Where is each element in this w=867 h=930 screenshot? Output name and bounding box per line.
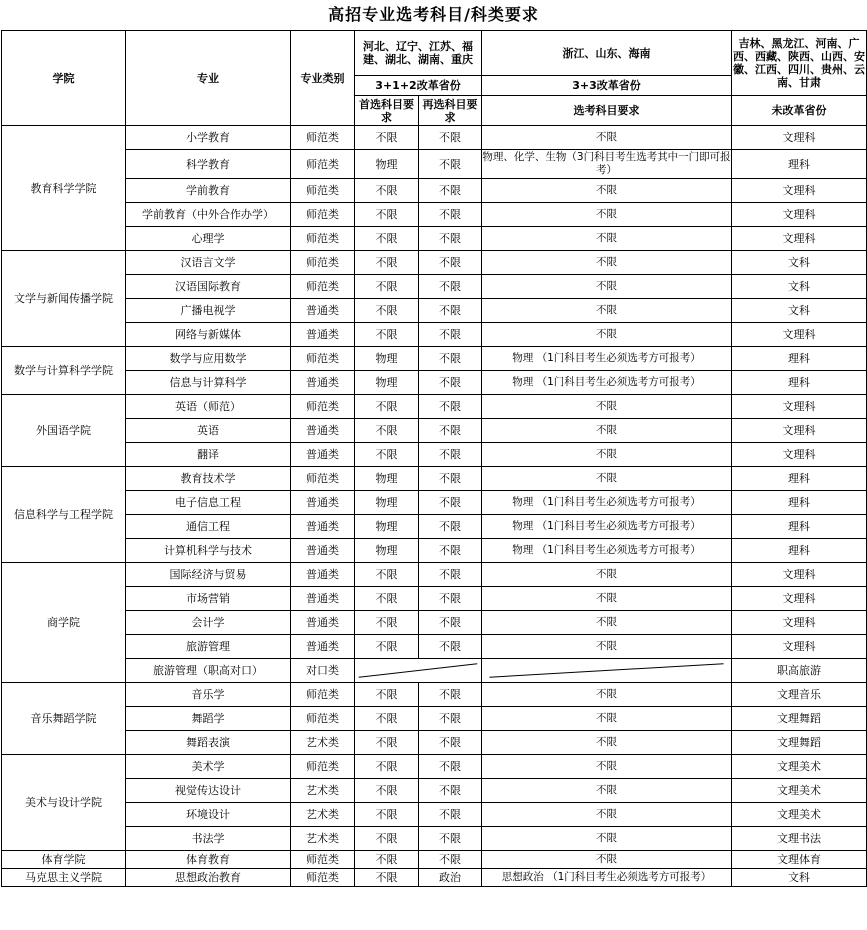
major-cell: 汉语国际教育 [126,275,291,299]
elective-req-cell: 不限 [482,827,732,851]
second-subject-cell: 不限 [419,779,482,803]
elective-req-cell: 不限 [482,707,732,731]
non-reform-cell: 文理音乐 [732,683,867,707]
second-subject-cell: 不限 [419,827,482,851]
slash-line [355,659,481,682]
second-subject-cell: 不限 [419,443,482,467]
non-reform-cell: 文理科 [732,395,867,419]
category-cell: 师范类 [291,755,355,779]
first-subject-cell: 物理 [355,539,419,563]
header-first-subject: 首选科目要求 [355,96,419,126]
elective-req-cell: 思想政治 （1门科目考生必须选考方可报考） [482,869,732,887]
non-reform-cell: 文理科 [732,635,867,659]
non-reform-cell: 文科 [732,251,867,275]
second-subject-cell: 不限 [419,395,482,419]
header-group-c-provinces: 吉林、黑龙江、河南、广西、西藏、陕西、山西、安徽、江西、四川、贵州、云南、甘肃 [732,31,867,96]
slash-stroke [489,664,723,677]
second-subject-cell: 不限 [419,275,482,299]
second-subject-cell: 不限 [419,203,482,227]
table-row [2,779,867,803]
table-row [2,563,867,587]
category-cell: 艺术类 [291,803,355,827]
table-row [2,611,867,635]
category-cell: 师范类 [291,467,355,491]
elective-req-cell: 物理、化学、生物（3门科目考生选考其中一门即可报考） [482,150,732,179]
category-cell: 师范类 [291,203,355,227]
major-cell: 视觉传达设计 [126,779,291,803]
second-subject-cell: 不限 [419,683,482,707]
first-subject-cell: 不限 [355,299,419,323]
category-cell: 普通类 [291,299,355,323]
major-cell: 电子信息工程 [126,491,291,515]
school-name-cell: 体育学院 [2,851,126,869]
first-subject-cell: 不限 [355,587,419,611]
header-elective-req: 选考科目要求 [482,96,732,126]
table-row [2,443,867,467]
first-subject-cell: 不限 [355,419,419,443]
second-subject-cell: 不限 [419,347,482,371]
major-cell: 旅游管理（职高对口） [126,659,291,683]
major-cell: 广播电视学 [126,299,291,323]
elective-req-cell: 不限 [482,563,732,587]
category-cell: 普通类 [291,611,355,635]
major-cell: 美术学 [126,755,291,779]
second-subject-cell: 不限 [419,515,482,539]
first-subject-cell: 不限 [355,731,419,755]
first-subject-cell: 不限 [355,395,419,419]
category-cell: 艺术类 [291,827,355,851]
second-subject-cell: 不限 [419,731,482,755]
second-subject-cell: 不限 [419,299,482,323]
category-cell: 师范类 [291,150,355,179]
non-reform-cell: 理科 [732,150,867,179]
first-subject-cell: 物理 [355,371,419,395]
category-cell: 普通类 [291,539,355,563]
major-cell: 舞蹈表演 [126,731,291,755]
first-subject-cell: 不限 [355,827,419,851]
table-row [2,347,867,371]
first-subject-cell: 不限 [355,803,419,827]
category-cell: 普通类 [291,587,355,611]
first-subject-cell: 不限 [355,563,419,587]
first-subject-cell: 物理 [355,491,419,515]
category-cell: 普通类 [291,635,355,659]
table-row [2,203,867,227]
non-reform-cell: 文理科 [732,419,867,443]
elective-req-cell: 不限 [482,611,732,635]
table-row [2,395,867,419]
elective-req-cell: 不限 [482,635,732,659]
non-reform-cell: 文理科 [732,587,867,611]
major-cell: 国际经济与贸易 [126,563,291,587]
non-reform-cell: 文理科 [732,227,867,251]
elective-req-cell: 不限 [482,227,732,251]
first-subject-cell: 不限 [355,683,419,707]
major-cell: 环境设计 [126,803,291,827]
category-cell: 普通类 [291,491,355,515]
header-non-reform: 未改革省份 [732,96,867,126]
table-row [2,755,867,779]
category-cell: 艺术类 [291,731,355,755]
first-subject-cell: 不限 [355,707,419,731]
first-subject-cell: 不限 [355,179,419,203]
major-cell: 旅游管理 [126,635,291,659]
elective-req-cell: 不限 [482,419,732,443]
table-row [2,275,867,299]
category-cell: 师范类 [291,851,355,869]
header-group-b-mode: 3+3改革省份 [482,76,732,96]
school-name-cell: 数学与计算科学学院 [2,347,126,395]
elective-req-cell: 不限 [482,275,732,299]
major-cell: 市场营销 [126,587,291,611]
elective-req-cell: 不限 [482,467,732,491]
first-subject-cell: 不限 [355,275,419,299]
category-cell: 师范类 [291,683,355,707]
category-cell: 普通类 [291,323,355,347]
major-cell: 网络与新媒体 [126,323,291,347]
category-cell: 普通类 [291,443,355,467]
second-subject-cell: 不限 [419,563,482,587]
first-subject-cell: 不限 [355,203,419,227]
table-row [2,371,867,395]
category-cell: 普通类 [291,371,355,395]
major-cell: 教育技术学 [126,467,291,491]
second-subject-cell: 不限 [419,371,482,395]
major-cell: 翻译 [126,443,291,467]
second-subject-cell: 不限 [419,851,482,869]
school-name-cell: 教育科学学院 [2,126,126,251]
table-row [2,515,867,539]
category-cell: 师范类 [291,227,355,251]
major-cell: 思想政治教育 [126,869,291,887]
major-cell: 音乐学 [126,683,291,707]
non-reform-cell: 文科 [732,275,867,299]
second-subject-cell: 不限 [419,587,482,611]
elective-req-cell: 不限 [482,251,732,275]
non-reform-cell: 理科 [732,539,867,563]
major-cell: 舞蹈学 [126,707,291,731]
elective-req-cell: 不限 [482,323,732,347]
non-reform-cell: 理科 [732,467,867,491]
second-subject-cell: 不限 [419,179,482,203]
second-subject-cell: 不限 [419,611,482,635]
second-subject-cell: 不限 [419,539,482,563]
major-cell: 小学教育 [126,126,291,150]
school-name-cell: 商学院 [2,563,126,683]
non-reform-cell: 文理科 [732,443,867,467]
category-cell: 师范类 [291,395,355,419]
first-subject-cell: 物理 [355,467,419,491]
non-reform-cell: 文理舞蹈 [732,707,867,731]
school-name-cell: 音乐舞蹈学院 [2,683,126,755]
header-category: 专业类别 [291,31,355,126]
school-name-cell: 文学与新闻传播学院 [2,251,126,347]
elective-req-slashed-cell [482,659,732,683]
elective-req-cell: 不限 [482,587,732,611]
category-cell: 对口类 [291,659,355,683]
category-cell: 师范类 [291,179,355,203]
elective-req-cell: 不限 [482,126,732,150]
second-subject-cell: 不限 [419,323,482,347]
table-row [2,150,867,179]
non-reform-cell: 职高旅游 [732,659,867,683]
non-reform-cell: 文科 [732,869,867,887]
page-title: 高招专业选考科目/科类要求 [328,5,539,24]
non-reform-cell: 文理科 [732,611,867,635]
first-subject-cell: 不限 [355,851,419,869]
table-row [2,659,867,683]
elective-req-cell: 不限 [482,851,732,869]
major-cell: 学前教育 [126,179,291,203]
non-reform-cell: 文科 [732,299,867,323]
elective-req-cell: 不限 [482,179,732,203]
first-subject-cell: 不限 [355,126,419,150]
second-subject-cell: 不限 [419,755,482,779]
second-subject-cell: 不限 [419,803,482,827]
elective-req-cell: 不限 [482,443,732,467]
elective-req-cell: 物理 （1门科目考生必须选考方可报考） [482,539,732,563]
elective-req-cell: 不限 [482,683,732,707]
table-row [2,251,867,275]
table-row [2,707,867,731]
category-cell: 师范类 [291,707,355,731]
second-subject-cell: 不限 [419,126,482,150]
header-major: 专业 [126,31,291,126]
first-subject-cell: 物理 [355,150,419,179]
non-reform-cell: 文理体育 [732,851,867,869]
table-row [2,491,867,515]
table-row [2,227,867,251]
table-row [2,827,867,851]
slash-stroke [359,664,477,677]
second-subject-cell: 不限 [419,419,482,443]
major-cell: 汉语言文学 [126,251,291,275]
major-cell: 科学教育 [126,150,291,179]
header-group-a-mode: 3+1+2改革省份 [355,76,482,96]
elective-req-cell: 不限 [482,203,732,227]
school-name-cell: 信息科学与工程学院 [2,467,126,563]
non-reform-cell: 文理科 [732,203,867,227]
elective-req-cell: 不限 [482,779,732,803]
header-second-subject: 再选科目要求 [419,96,482,126]
category-cell: 师范类 [291,347,355,371]
table-row [2,851,867,869]
table-row [2,587,867,611]
table-row [2,635,867,659]
elective-req-cell: 不限 [482,731,732,755]
first-subject-cell: 物理 [355,515,419,539]
table-row [2,539,867,563]
non-reform-cell: 文理美术 [732,779,867,803]
first-subject-cell: 物理 [355,347,419,371]
elective-req-cell: 物理 （1门科目考生必须选考方可报考） [482,515,732,539]
second-subject-cell: 政治 [419,869,482,887]
major-cell: 英语（师范） [126,395,291,419]
header-school: 学院 [2,31,126,126]
table-body [2,126,867,887]
table-row [2,179,867,203]
header-group-b-provinces: 浙江、山东、海南 [482,31,732,76]
table-row [2,299,867,323]
header-group-a-provinces: 河北、辽宁、江苏、福建、湖北、湖南、重庆 [355,31,482,76]
category-cell: 师范类 [291,869,355,887]
table-row [2,731,867,755]
table-row [2,683,867,707]
major-cell: 计算机科学与技术 [126,539,291,563]
school-name-cell: 美术与设计学院 [2,755,126,851]
major-cell: 会计学 [126,611,291,635]
major-cell: 数学与应用数学 [126,347,291,371]
school-name-cell: 马克思主义学院 [2,869,126,887]
first-subject-cell: 不限 [355,323,419,347]
table-row [2,803,867,827]
second-subject-cell: 不限 [419,707,482,731]
first-subject-cell: 不限 [355,443,419,467]
major-cell: 通信工程 [126,515,291,539]
non-reform-cell: 理科 [732,347,867,371]
non-reform-cell: 理科 [732,371,867,395]
non-reform-cell: 文理书法 [732,827,867,851]
major-cell: 书法学 [126,827,291,851]
category-cell: 师范类 [291,275,355,299]
requirements-table [1,30,867,887]
elective-req-cell: 物理 （1门科目考生必须选考方可报考） [482,491,732,515]
category-cell: 普通类 [291,419,355,443]
major-cell: 信息与计算科学 [126,371,291,395]
table-row [2,869,867,887]
first-subject-cell: 不限 [355,869,419,887]
second-subject-cell: 不限 [419,150,482,179]
first-subject-cell: 不限 [355,779,419,803]
non-reform-cell: 理科 [732,491,867,515]
table-row [2,467,867,491]
first-subject-cell: 不限 [355,755,419,779]
category-cell: 普通类 [291,563,355,587]
second-subject-cell: 不限 [419,251,482,275]
elective-req-cell: 物理 （1门科目考生必须选考方可报考） [482,347,732,371]
non-reform-cell: 文理科 [732,179,867,203]
first-subject-cell: 不限 [355,251,419,275]
category-cell: 艺术类 [291,779,355,803]
major-cell: 体育教育 [126,851,291,869]
category-cell: 普通类 [291,515,355,539]
table-row [2,323,867,347]
non-reform-cell: 文理舞蹈 [732,731,867,755]
elective-req-cell: 不限 [482,803,732,827]
non-reform-cell: 文理科 [732,563,867,587]
elective-req-cell: 物理 （1门科目考生必须选考方可报考） [482,371,732,395]
category-cell: 师范类 [291,251,355,275]
non-reform-cell: 文理美术 [732,803,867,827]
category-cell: 师范类 [291,126,355,150]
first-subject-cell: 不限 [355,611,419,635]
major-cell: 心理学 [126,227,291,251]
non-reform-cell: 文理科 [732,323,867,347]
non-reform-cell: 文理科 [732,126,867,150]
table-row [2,419,867,443]
school-name-cell: 外国语学院 [2,395,126,467]
second-subject-cell: 不限 [419,491,482,515]
second-subject-cell: 不限 [419,227,482,251]
elective-req-cell: 不限 [482,755,732,779]
table-row [2,126,867,150]
second-subject-cell: 不限 [419,635,482,659]
non-reform-cell: 文理美术 [732,755,867,779]
second-subject-cell: 不限 [419,467,482,491]
major-cell: 英语 [126,419,291,443]
non-reform-cell: 理科 [732,515,867,539]
first-subject-cell: 不限 [355,635,419,659]
elective-req-cell: 不限 [482,395,732,419]
major-cell: 学前教育（中外合作办学） [126,203,291,227]
first-second-slashed-cell [355,659,482,683]
slash-line [482,659,731,682]
elective-req-cell: 不限 [482,299,732,323]
first-subject-cell: 不限 [355,227,419,251]
